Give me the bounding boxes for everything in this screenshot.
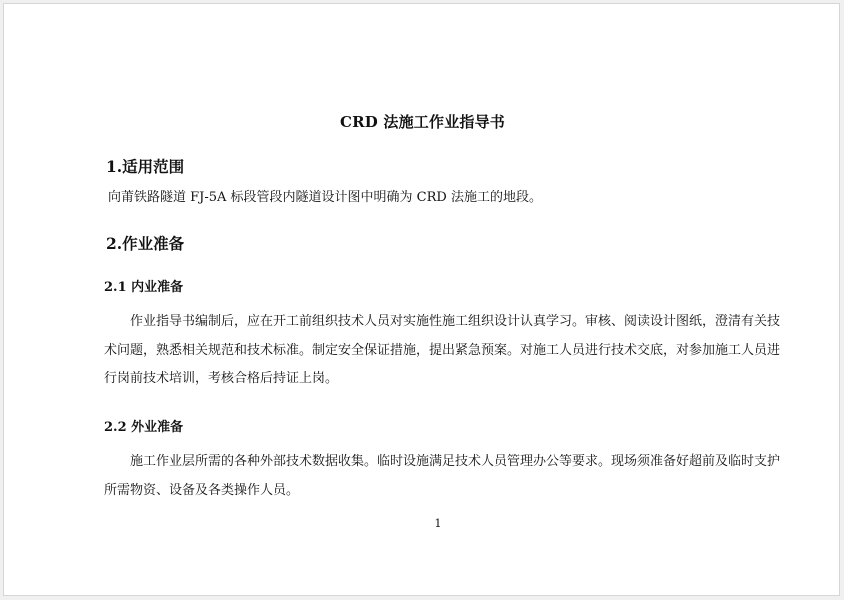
page-number: 1 [434, 517, 442, 530]
subsection-paragraph-internal-prep: 作业指导书编制后，应在开工前组织技术人员对实施性施工组织设计认真学习。审核、阅读设计图纸，澄清有关技术问题，熟悉相关规范和技术标准。制定安全保证措施，提出紧急预案。对施工人员进行技术交底，对参加施工人员进行岗前技术培训，考核合格后持证上岗。 [104, 314, 781, 386]
document-title: CRD 法施工作业指导书 [339, 113, 506, 131]
subsection-paragraph-external-prep: 施工作业层所需的各种外部技术数据收集。临时设施满足技术人员管理办公等要求。现场须准备好超前及临时支护所需物资、设备及各类操作人员。 [104, 454, 781, 498]
subsection-heading-external-prep: 2.2 外业准备 [104, 420, 184, 435]
section-heading-scope: 1.适用范围 [106, 157, 185, 176]
section-heading-preparation: 2.作业准备 [106, 234, 185, 253]
section-paragraph-scope: 向莆铁路隧道 FJ-5A 标段管段内隧道设计图中明确为 CRD 法施工的地段。 [108, 190, 542, 205]
document-page [3, 3, 840, 596]
subsection-heading-internal-prep: 2.1 内业准备 [104, 280, 184, 295]
